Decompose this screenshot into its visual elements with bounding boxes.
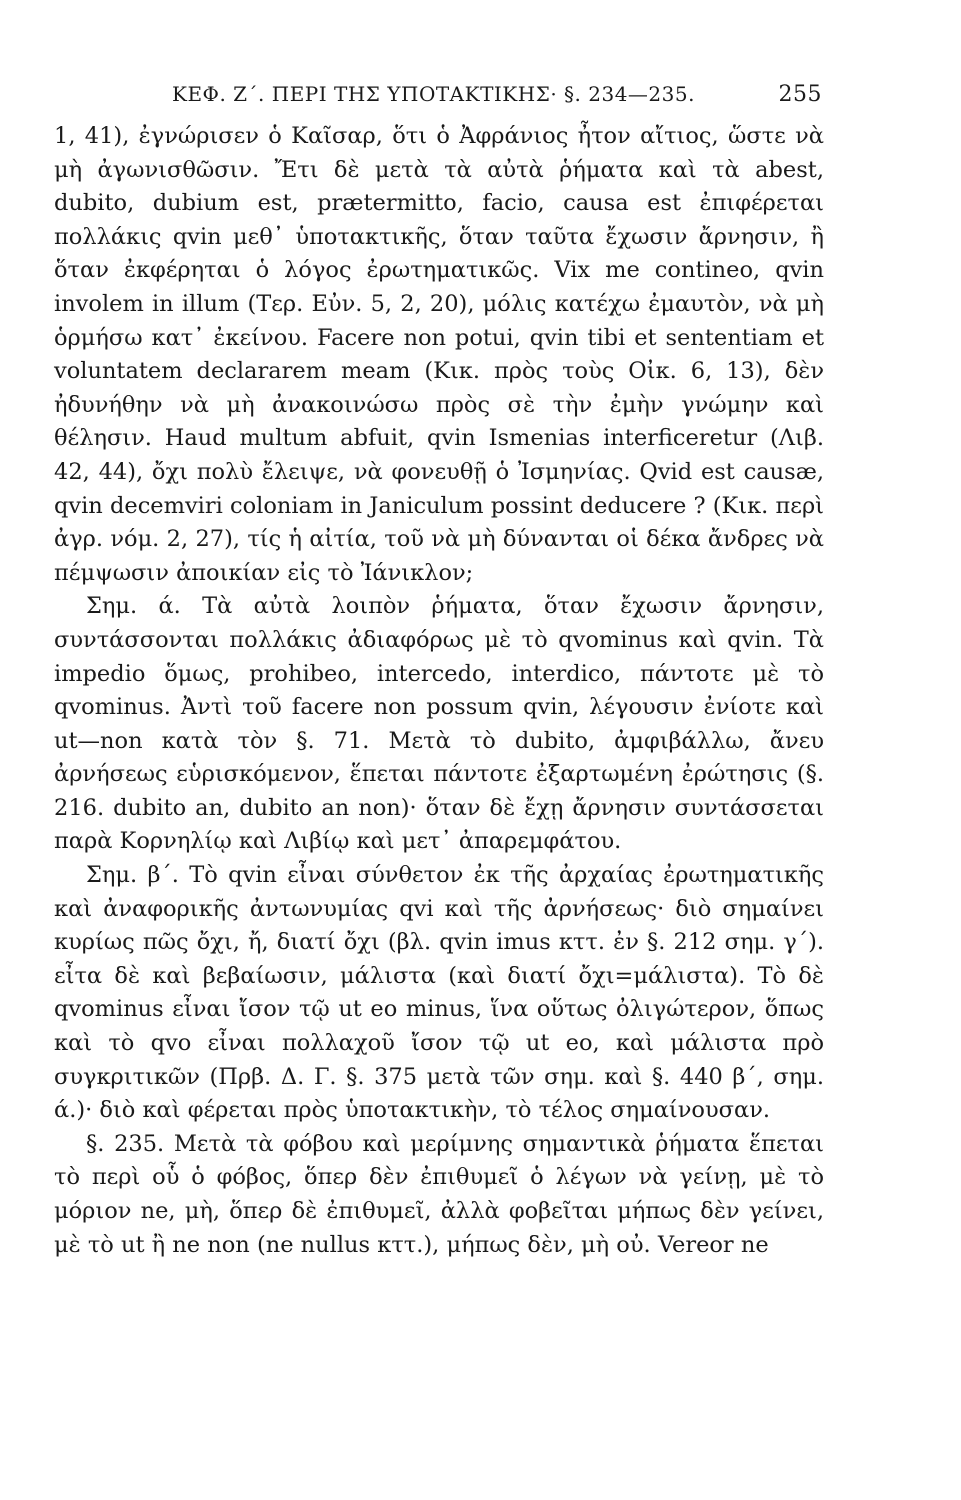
running-header bbox=[172, 82, 822, 107]
section-235-paragraph: §. 235. Μετὰ τὰ φόβου καὶ μερίμνης σημαντικὰ ῥήματα ἕπεται τὸ περὶ οὗ ὁ φόβος, ὅπερ δὲν ἐπιθυμεῖ ὁ λέγων νὰ γείνῃ, μὲ τὸ μόριον ne, μὴ, ὅπερ δὲ ἐπιθυμεῖ, ἀλλὰ φοβεῖται μήπως δὲν γείνει, μὲ τὸ ut ἢ ne non (ne nullus κττ.), μήπως δὲν, μὴ οὐ. Vereor ne bbox=[54, 1130, 824, 1258]
running-title: ΚΕΦ. Ζ΄. ΠΕΡΙ ΤΗΣ ΥΠΟΤΑΚΤΙΚΗΣ· §. 234—235. bbox=[172, 82, 695, 106]
paragraph-1: 1, 41), ἐγνώρισεν ὁ Καῖσαρ, ὅτι ὁ Ἀφράνιος ἦτον αἴτιος, ὥστε νὰ μὴ ἀγωνισθῶσιν. Ἔτι δὲ μετὰ τὰ αὐτὰ ῥήματα καὶ τὰ abest, dubito, dubium est, prætermitto, facio, causa est ἐπιφέρεται πολλάκις qvin μεθ᾽ ὑποτακτικῆς, ὅταν ταῦτα ἔχωσιν ἄρνησιν, ἢ ὅταν ἐκφέρηται ὁ λόγος ἐρωτηματικῶς. Vix me contineo, qvin involem in illum (Τερ. Εὐν. 5, 2, 20), μόλις κατέχω ἐμαυτὸν, νὰ μὴ ὁρμήσω κατ᾽ ἐκείνου. Facere non potui, qvin tibi et sententiam et voluntatem declararem meam (Κικ. πρὸς τοὺς Οἰκ. 6, 13), δὲν ἠδυνήθην νὰ μὴ ἀνακοινώσω πρὸς σὲ τὴν ἐμὴν γνώμην καὶ θέλησιν. Haud multum abfuit, qvin Ismenias interficeretur (Λιβ. 42, 44), ὄχι πολὺ ἔλειψε, νὰ φονευθῇ ὁ Ἰσμηνίας. Qvid est causæ, qvin decemviri coloniam in Janiculum possint deducere ? (Κικ. περὶ ἀγρ. νόμ. 2, 27), τίς ἡ αἰτία, τοῦ νὰ μὴ δύνανται οἱ δέκα ἄνδρες νὰ πέμψωσιν ἀποικίαν εἰς τὸ Ἰάνικλον; bbox=[54, 123, 824, 586]
note-beta-paragraph: Σημ. β΄. Τὸ qvin εἶναι σύνθετον ἐκ τῆς ἀρχαίας ἐρωτηματικῆς καὶ ἀναφορικῆς ἀντωνυμίας qvi καὶ τῆς ἀρνήσεως· διὸ σημαίνει κυρίως πῶς ὄχι, ἤ, διατί ὄχι (βλ. qvin imus κττ. ἐν §. 212 σημ. γ΄). εἶτα δὲ καὶ βεβαίωσιν, μάλιστα (καὶ διατί ὄχι=μάλιστα). Τὸ δὲ qvominus εἶναι ἴσον τῷ ut eo minus, ἵνα οὕτως ὀλιγώτερον, ὅπως καὶ τὸ qvo εἶναι πολλαχοῦ ἴσον τῷ ut eo, καὶ μάλιστα πρὸ συγκριτικῶν (Πρβ. Δ. Γ. §. 375 μετὰ τῶν σημ. καὶ §. 440 β΄, σημ. ά.)· διὸ καὶ φέρεται πρὸς ὑποτακτικὴν, τὸ τέλος σημαίνουσαν. bbox=[54, 862, 824, 1124]
body-text bbox=[54, 120, 824, 1262]
note-alpha-paragraph: Σημ. ά. Τὰ αὐτὰ λοιπὸν ῥήματα, ὅταν ἔχωσιν ἄρνησιν, συντάσσονται πολλάκις ἀδιαφόρως μὲ τὸ qvominus καὶ qvin. Τὰ impedio ὅμως, prohibeo, intercedo, interdico, πάντοτε μὲ τὸ qvominus. Ἀντὶ τοῦ facere non possum qvin, λέγουσιν ἐνίοτε καὶ ut—non κατὰ τὸν §. 71. Μετὰ τὸ dubito, ἀμφιβάλλω, ἄνευ ἀρνήσεως εὑρισκόμενον, ἕπεται πάντοτε ἐξαρτωμένη ἐρώτησις (§. 216. dubito an, dubito an non)· ὅταν δὲ ἔχῃ ἄρνησιν συντάσσεται παρὰ Κορνηλίῳ καὶ Λιβίῳ καὶ μετ᾽ ἀπαρεμφάτου. bbox=[54, 593, 824, 855]
page-number: 255 bbox=[778, 82, 822, 107]
